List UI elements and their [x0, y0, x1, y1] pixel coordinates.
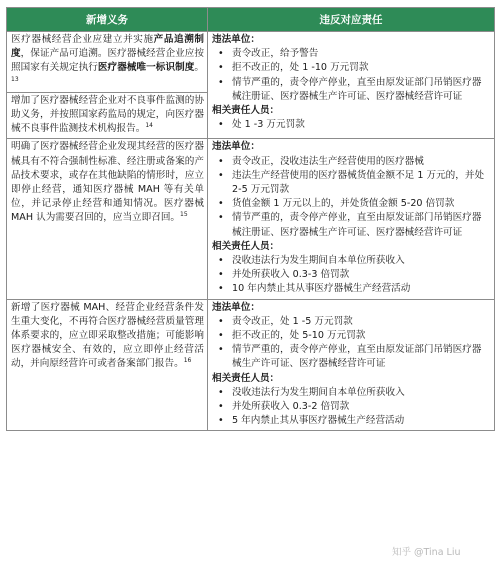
unit-section-title: 违法单位：	[212, 301, 260, 313]
list-item: • 处 1 -3 万元罚款	[212, 118, 491, 132]
person-section-title: 相关责任人员：	[212, 105, 280, 117]
liability-cell	[208, 139, 495, 299]
footnote-ref: 16	[183, 357, 192, 365]
bullet-icon: •	[218, 283, 224, 295]
obligation-text: 明确了医疗器械经营企业发现其经营的医疗器械具有不符合强制性标准、经注册或备案的产品技术要求，或存在其他缺陷的情形时，应立即停止经营，通知医疗器械 MAH 等有关单位，并记录停止经营和通知情况。医疗器械 MAH 认为需要召回的，应当立即召回。$^{15}$	[11, 141, 204, 224]
obligation-cell	[7, 92, 208, 139]
liability-cell	[208, 32, 495, 139]
header-row	[7, 8, 495, 32]
obligation-cell	[7, 139, 208, 299]
bullet-icon: •	[218, 344, 224, 356]
bullet-icon: •	[218, 401, 224, 413]
person-section-title: 相关责任人员：	[212, 372, 280, 384]
footnote-ref: 13	[11, 75, 19, 83]
table-row	[7, 32, 495, 93]
obligation-text: 新增了医疗器械 MAH、经营企业经营条件发生重大变化，不再符合医疗器械经营质量管理体系要求的，应立即采取整改措施；可能影响医疗器械安全、有效的，应立即停止经营活动，并向原经营许可或者备案部门报告。$^{16}$	[11, 301, 204, 370]
list-item: • 情节严重的，责令停产停业，直至由原发证部门吊销医疗器械注册证、医疗器械生产许可证、医疗器械经营许可证	[212, 76, 491, 104]
bullet-icon: •	[218, 169, 224, 181]
obligation-text: 医疗器械经营企业应建立并实施产品追溯制度，保证产品可追溯。医疗器械经营企业应按照国家有关规定执行医疗器械唯一标识制度。$^{13}$	[11, 34, 205, 83]
bullet-icon: •	[218, 330, 224, 342]
footnote-ref: 14	[145, 122, 153, 130]
list-item: • 责令改正，处 1 -5 万元罚款	[212, 315, 491, 329]
bullet-icon: •	[218, 315, 224, 327]
header-liabilities: 违反对应责任	[208, 8, 495, 32]
list-item: • 5 年内禁止其从事医疗器械生产经营活动	[212, 414, 491, 428]
bullet-icon: •	[218, 255, 224, 267]
bullet-icon: •	[218, 269, 224, 281]
list-item: • 拒不改正的，处 1 -10 万元罚款	[212, 61, 491, 75]
list-item: • 情节严重的，责令停产停业，直至由原发证部门吊销医疗器械生产许可证、医疗器械经营许可证	[212, 343, 491, 371]
list-item: • 10 年内禁止其从事医疗器械生产经营活动	[212, 282, 491, 296]
list-item: • 情节严重的，责令停产停业，直至由原发证部门吊销医疗器械注册证、医疗器械生产许可证、医疗器械经营许可证	[212, 211, 491, 239]
bullet-icon: •	[218, 212, 224, 224]
header-new-obligations: 新增义务	[7, 8, 208, 32]
list-item: • 并处所获收入 0.3-2 倍罚款	[212, 400, 491, 414]
table-row	[7, 299, 495, 431]
liability-cell	[208, 299, 495, 431]
list-item: • 货值金额 1 万元以上的，并处货值金额 5-20 倍罚款	[212, 197, 491, 211]
list-item: • 没收违法行为发生期间自本单位所获收入	[212, 254, 491, 268]
footnote-ref: 15	[180, 211, 188, 219]
bullet-icon: •	[218, 198, 224, 210]
bullet-icon: •	[218, 155, 224, 167]
list-item: • 没收违法行为发生期间自本单位所获收入	[212, 386, 491, 400]
list-item: • 违法生产经营使用的医疗器械货值金额不足 1 万元的，并处 2-5 万元罚款	[212, 169, 491, 197]
person-section-title: 相关责任人员：	[212, 240, 280, 252]
obligations-table	[6, 7, 495, 431]
obligation-cell	[7, 299, 208, 431]
table-row	[7, 139, 495, 299]
unit-section-title: 违法单位：	[212, 141, 260, 153]
bullet-icon: •	[218, 119, 224, 131]
list-item: • 拒不改正的，处 5-10 万元罚款	[212, 329, 491, 343]
obligation-cell	[7, 32, 208, 93]
bullet-icon: •	[218, 48, 224, 60]
list-item: • 并处所获收入 0.3-3 倍罚款	[212, 268, 491, 282]
list-item: • 责令改正，给予警告	[212, 47, 491, 61]
watermark: 知乎 @Tina Liu	[392, 547, 461, 558]
list-item: • 责令改正，没收违法生产经营使用的医疗器械	[212, 155, 491, 169]
unit-section-title: 违法单位：	[212, 34, 260, 45]
obligation-text: 增加了医疗器械经营企业对不良事件监测的协助义务，并按照国家药监局的规定，向医疗器械不良事件监测技术机构报告。$^{14}$	[11, 94, 204, 135]
bullet-icon: •	[218, 386, 224, 398]
bullet-icon: •	[218, 76, 224, 88]
bullet-icon: •	[218, 415, 224, 427]
bullet-icon: •	[218, 62, 224, 74]
